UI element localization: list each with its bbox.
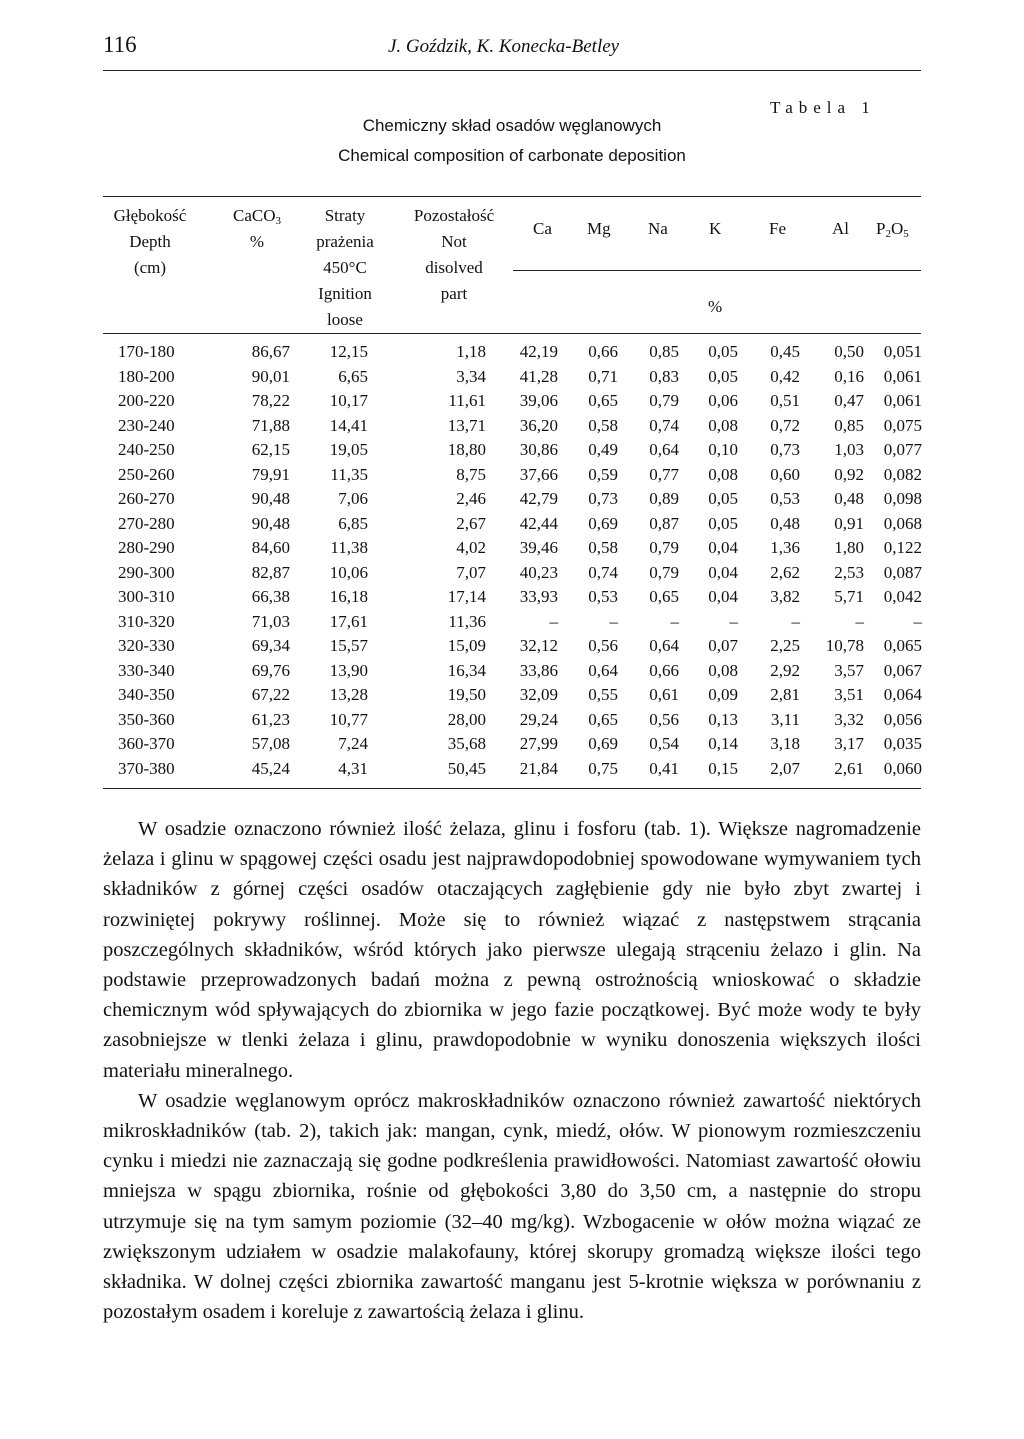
depth-cell: 170-180 — [118, 342, 175, 361]
table-caption-english: Chemical composition of carbonate deposition — [338, 146, 686, 165]
ignition-loss-cell: 11,35 — [330, 464, 368, 484]
header-mg: Mg — [587, 219, 611, 238]
mg-cell: 0,69 — [588, 734, 618, 753]
fe-cell: 0,72 — [770, 415, 800, 435]
mg-cell: 0,56 — [588, 636, 618, 655]
table-row — [0, 487, 1024, 511]
na-cell: 0,79 — [649, 538, 679, 557]
mg-cell: 0,74 — [588, 562, 618, 582]
depth-cell: 200-220 — [118, 391, 175, 410]
caco3-cell: 79,91 — [251, 464, 290, 484]
table-row — [0, 414, 1024, 438]
residue-cell: 28,00 — [447, 709, 486, 729]
ignition-loss-cell: 16,18 — [329, 587, 368, 606]
k-cell: 0,05 — [708, 513, 738, 533]
na-cell: 0,77 — [649, 464, 679, 484]
depth-cell: 240-250 — [118, 440, 175, 459]
ca-cell: 42,19 — [519, 342, 558, 361]
al-cell: 2,61 — [834, 758, 864, 778]
ca-cell: 39,06 — [519, 391, 558, 410]
ignition-loss-cell: 13,28 — [329, 685, 368, 704]
mg-cell: 0,58 — [588, 415, 618, 435]
k-cell: 0,08 — [708, 660, 738, 680]
header-residue: Pozostałość Not disolved part — [413, 206, 495, 303]
body-text — [103, 814, 921, 1327]
p2o5-cell: 0,061 — [883, 366, 922, 386]
depth-cell: 250-260 — [118, 464, 175, 484]
depth-cell: 360-370 — [118, 734, 175, 753]
ca-cell: 32,09 — [519, 685, 558, 704]
header-k: K — [709, 219, 722, 238]
residue-cell: 3,34 — [456, 366, 486, 386]
header-p2o5: $P_2O_5$ — [876, 219, 909, 240]
na-cell: 0,41 — [649, 758, 679, 778]
p2o5-cell: – — [913, 611, 922, 631]
depth-cell: 270-280 — [118, 513, 175, 533]
al-cell: 0,48 — [834, 489, 864, 508]
ca-cell: 42,44 — [519, 513, 558, 533]
table-row — [0, 463, 1024, 487]
p2o5-cell: 0,060 — [883, 758, 922, 778]
page-number: 116 — [103, 32, 137, 57]
depth-cell: 370-380 — [118, 758, 175, 778]
residue-cell: 19,50 — [447, 685, 486, 704]
na-cell: 0,89 — [649, 489, 679, 508]
mg-cell: 0,75 — [588, 758, 618, 778]
ca-cell: 37,66 — [519, 464, 558, 484]
table-row — [0, 732, 1024, 756]
running-authors: J. Goździk, K. Konecka-Betley — [388, 36, 620, 57]
residue-cell: 18,80 — [447, 440, 486, 459]
ignition-loss-cell: 19,05 — [329, 440, 368, 459]
mg-cell: 0,71 — [588, 366, 618, 386]
mg-cell: 0,55 — [588, 685, 618, 704]
ignition-loss-cell: 11,38 — [330, 538, 368, 557]
na-cell: 0,79 — [649, 391, 679, 410]
header-al: Al — [832, 219, 849, 238]
al-cell: 1,03 — [834, 440, 864, 459]
al-cell: 0,16 — [834, 366, 864, 386]
ca-cell: 29,24 — [519, 709, 558, 729]
depth-cell: 260-270 — [118, 489, 175, 508]
residue-cell: 7,07 — [456, 562, 486, 582]
p2o5-cell: 0,067 — [883, 660, 922, 680]
al-cell: 5,71 — [834, 587, 864, 606]
p2o5-cell: 0,042 — [883, 587, 922, 606]
residue-cell: 35,68 — [447, 734, 486, 753]
k-cell: 0,08 — [708, 464, 738, 484]
fe-cell: 3,11 — [770, 709, 800, 729]
al-cell: 3,17 — [834, 734, 864, 753]
mg-cell: 0,64 — [588, 660, 618, 680]
fe-cell: 2,92 — [770, 660, 800, 680]
caco3-cell: 66,38 — [251, 587, 290, 606]
fe-cell: 0,60 — [770, 464, 800, 484]
p2o5-cell: 0,077 — [883, 440, 922, 459]
p2o5-cell: 0,056 — [883, 709, 922, 729]
residue-cell: 13,71 — [447, 415, 486, 435]
ca-cell: 41,28 — [519, 366, 558, 386]
caco3-cell: 62,15 — [251, 440, 290, 459]
na-cell: 0,85 — [649, 342, 679, 361]
depth-cell: 310-320 — [118, 611, 175, 631]
table-unit-rule — [513, 270, 921, 271]
ignition-loss-cell: 10,77 — [329, 709, 368, 729]
fe-cell: 2,62 — [770, 562, 800, 582]
table-row — [0, 610, 1024, 634]
caco3-cell: 86,67 — [251, 342, 290, 361]
table-row — [0, 389, 1024, 413]
k-cell: – — [729, 611, 738, 631]
table-row — [0, 340, 1024, 364]
table-header-rule — [103, 333, 921, 334]
k-cell: 0,09 — [708, 685, 738, 704]
mg-cell: 0,73 — [588, 489, 618, 508]
ca-cell: 39,46 — [519, 538, 558, 557]
depth-cell: 180-200 — [118, 366, 175, 386]
k-cell: 0,05 — [708, 342, 738, 361]
residue-cell: 4,02 — [456, 538, 486, 557]
caco3-cell: 90,48 — [251, 513, 290, 533]
p2o5-cell: 0,082 — [883, 464, 922, 484]
fe-cell: 2,25 — [770, 636, 800, 655]
p2o5-cell: 0,075 — [883, 415, 922, 435]
residue-cell: 8,75 — [456, 464, 486, 484]
residue-cell: 15,09 — [447, 636, 486, 655]
depth-cell: 230-240 — [118, 415, 175, 435]
caco3-cell: 71,88 — [251, 415, 290, 435]
ignition-loss-cell: 7,06 — [338, 489, 368, 508]
fe-cell: – — [791, 611, 800, 631]
ignition-loss-cell: 4,31 — [338, 758, 368, 778]
depth-cell: 330-340 — [118, 660, 175, 680]
ca-cell: – — [549, 611, 558, 631]
ca-cell: 27,99 — [519, 734, 558, 753]
ca-cell: 21,84 — [519, 758, 558, 778]
residue-cell: 16,34 — [447, 660, 486, 680]
al-cell: 0,47 — [834, 391, 864, 410]
k-cell: 0,04 — [708, 538, 738, 557]
residue-cell: 50,45 — [447, 758, 486, 778]
paragraph: W osadzie węglanowym oprócz makroskładników oznaczono również zawartość niektórych mikroskładników (tab. 2), takich jak: mangan, cynk, miedź, ołów. W pionowym rozmieszczeniu cynku i miedzi nie zaznaczają się godne podkreślenia prawidłowości. Natomiast zawartość ołowiu mniejsza w spągu zbiornika, rośnie od głębokości 3,80 do 3,50 cm, a następnie do stropu utrzymuje się na tym samym poziomie (32–40 mg/kg). Wzbogacenie w ołów można wiązać ze zwiększonym udziałem w osadzie malakofauny, której skorupy gromadzą większe ilości tego składnika. W dolnej części zbiornika zawartość manganu jest 5-krotnie większa w porównaniu z pozostałym osadem i koreluje z zawartością żelaza i glinu. — [103, 1089, 921, 1324]
fe-cell: 2,81 — [770, 685, 800, 704]
fe-cell: 0,48 — [770, 513, 800, 533]
residue-cell: 1,18 — [456, 342, 486, 361]
header-ca: Ca — [533, 219, 552, 238]
header-depth: Głębokość Depth (cm) — [113, 206, 187, 277]
paragraph: W osadzie oznaczono również ilość żelaza, glinu i fosforu (tab. 1). Większe nagromadzenie żelaza i glinu w spągowej części osadu jest najprawdopodobniej spowodowane wymywaniem tych składników z górnej części osadów otaczających zagłębienie gdy nie było zbyt zwartej i rozwiniętej pokrywy roślinnej. Może się to również wiązać z następstwem strącania poszczególnych składników, wśród których jako pierwsze ulegają strąceniu żelazo i glin. Na podstawie przeprowadzonych badań można z pewną ostrożnością wnioskować o składzie chemicznym wód spływających do zbiornika w jego fazie początkowej. Być może wody te były zasobniejsze w tlenki żelaza i glinu, prawdopodobnie w wyniku donoszenia większych ilości materiału mineralnego. — [103, 818, 921, 1082]
k-cell: 0,07 — [708, 636, 738, 655]
running-header — [103, 30, 921, 71]
al-cell: 0,85 — [834, 415, 864, 435]
mg-cell: 0,53 — [588, 587, 618, 606]
mg-cell: 0,66 — [588, 342, 618, 361]
ca-cell: 42,79 — [519, 489, 558, 508]
p2o5-cell: 0,035 — [883, 734, 922, 753]
na-cell: 0,66 — [649, 660, 679, 680]
ca-cell: 33,93 — [519, 587, 558, 606]
ignition-loss-cell: 15,57 — [329, 636, 368, 655]
na-cell: 0,56 — [649, 709, 679, 729]
table-row — [0, 536, 1024, 560]
na-cell: 0,61 — [649, 685, 679, 704]
na-cell: 0,87 — [649, 513, 679, 533]
p2o5-cell: 0,064 — [883, 685, 922, 704]
fe-cell: 1,36 — [770, 538, 800, 557]
ignition-loss-cell: 10,06 — [329, 562, 368, 582]
p2o5-cell: 0,061 — [883, 391, 922, 410]
ignition-loss-cell: 12,15 — [329, 342, 368, 361]
caco3-cell: 90,01 — [251, 366, 290, 386]
p2o5-cell: 0,098 — [883, 489, 922, 508]
na-cell: – — [670, 611, 679, 631]
table-row — [0, 585, 1024, 609]
table-row — [0, 438, 1024, 462]
na-cell: 0,64 — [649, 636, 679, 655]
depth-cell: 350-360 — [118, 709, 175, 729]
mg-cell: 0,65 — [588, 391, 618, 410]
table-row — [0, 708, 1024, 732]
mg-cell: 0,65 — [588, 709, 618, 729]
ca-cell: 30,86 — [519, 440, 558, 459]
depth-cell: 280-290 — [118, 538, 175, 557]
ignition-loss-cell: 10,17 — [329, 391, 368, 410]
header-fe: Fe — [769, 219, 786, 238]
table-row — [0, 659, 1024, 683]
caco3-cell: 67,22 — [251, 685, 290, 704]
table-caption-polish: Chemiczny skład osadów węglanowych — [362, 116, 662, 135]
fe-cell: 0,73 — [770, 440, 800, 459]
ignition-loss-cell: 17,61 — [329, 611, 368, 631]
fe-cell: 0,45 — [770, 342, 800, 361]
table-row — [0, 365, 1024, 389]
ignition-loss-cell: 7,24 — [338, 734, 368, 753]
al-cell: 3,51 — [834, 685, 864, 704]
residue-cell: 2,67 — [456, 513, 486, 533]
ignition-loss-cell: 14,41 — [329, 415, 368, 435]
al-cell: 10,78 — [825, 636, 864, 655]
k-cell: 0,06 — [708, 391, 738, 410]
fe-cell: 0,42 — [770, 366, 800, 386]
depth-cell: 300-310 — [118, 587, 175, 606]
fe-cell: 2,07 — [770, 758, 800, 778]
k-cell: 0,05 — [708, 366, 738, 386]
caco3-cell: 45,24 — [251, 758, 290, 778]
na-cell: 0,74 — [649, 415, 679, 435]
ignition-loss-cell: 6,85 — [338, 513, 368, 533]
ignition-loss-cell: 13,90 — [329, 660, 368, 680]
na-cell: 0,79 — [649, 562, 679, 582]
al-cell: 0,92 — [834, 464, 864, 484]
fe-cell: 0,51 — [770, 391, 800, 410]
k-cell: 0,04 — [708, 562, 738, 582]
k-cell: 0,08 — [708, 415, 738, 435]
fe-cell: 0,53 — [770, 489, 800, 508]
table-bottom-rule — [103, 788, 921, 789]
table-row — [0, 512, 1024, 536]
p2o5-cell: 0,065 — [883, 636, 922, 655]
depth-cell: 320-330 — [118, 636, 175, 655]
na-cell: 0,64 — [649, 440, 679, 459]
mg-cell: 0,49 — [588, 440, 618, 459]
caco3-cell: 84,60 — [251, 538, 290, 557]
al-cell: 1,80 — [834, 538, 864, 557]
k-cell: 0,04 — [708, 587, 738, 606]
table-row — [0, 634, 1024, 658]
ca-cell: 36,20 — [519, 415, 558, 435]
caco3-cell: 69,34 — [251, 636, 290, 655]
residue-cell: 11,61 — [448, 391, 486, 410]
caco3-cell: 78,22 — [251, 391, 290, 410]
caco3-cell: 82,87 — [251, 562, 290, 582]
caco3-cell: 71,03 — [251, 611, 290, 631]
depth-cell: 340-350 — [118, 685, 175, 704]
k-cell: 0,14 — [708, 734, 738, 753]
na-cell: 0,65 — [649, 587, 679, 606]
table-row — [0, 757, 1024, 781]
ignition-loss-cell: 6,65 — [338, 366, 368, 386]
caco3-cell: 69,76 — [251, 660, 290, 680]
al-cell: 0,50 — [834, 342, 864, 361]
header-caco3: CaCO$_3$ % — [233, 206, 281, 251]
ca-cell: 40,23 — [519, 562, 558, 582]
table-label: Tabela 1 — [770, 98, 876, 117]
na-cell: 0,83 — [649, 366, 679, 386]
fe-cell: 3,82 — [770, 587, 800, 606]
residue-cell: 17,14 — [447, 587, 486, 606]
table-row — [0, 561, 1024, 585]
residue-cell: 2,46 — [456, 489, 486, 508]
p2o5-cell: 0,087 — [883, 562, 922, 582]
p2o5-cell: 0,122 — [883, 538, 922, 557]
mg-cell: 0,69 — [588, 513, 618, 533]
header-na: Na — [648, 219, 668, 238]
caco3-cell: 61,23 — [251, 709, 290, 729]
p2o5-cell: 0,068 — [883, 513, 922, 533]
al-cell: 0,91 — [834, 513, 864, 533]
ca-cell: 33,86 — [519, 660, 558, 680]
k-cell: 0,05 — [708, 489, 738, 508]
k-cell: 0,15 — [708, 758, 738, 778]
k-cell: 0,13 — [708, 709, 738, 729]
caco3-cell: 57,08 — [251, 734, 290, 753]
na-cell: 0,54 — [649, 734, 679, 753]
al-cell: 2,53 — [834, 562, 864, 582]
al-cell: 3,32 — [834, 709, 864, 729]
header-ignition-loss: Straty prażenia 450°C Ignition loose — [316, 206, 374, 329]
al-cell: – — [855, 611, 864, 631]
depth-cell: 290-300 — [118, 562, 175, 582]
table-top-rule — [103, 196, 921, 197]
header-percent-unit: % — [708, 297, 723, 316]
fe-cell: 3,18 — [770, 734, 800, 753]
p2o5-cell: 0,051 — [883, 342, 922, 361]
k-cell: 0,10 — [708, 440, 738, 459]
mg-cell: 0,59 — [588, 464, 618, 484]
mg-cell: 0,58 — [588, 538, 618, 557]
mg-cell: – — [609, 611, 618, 631]
residue-cell: 11,36 — [448, 611, 486, 631]
caco3-cell: 90,48 — [251, 489, 290, 508]
al-cell: 3,57 — [834, 660, 864, 680]
table-row — [0, 683, 1024, 707]
ca-cell: 32,12 — [519, 636, 558, 655]
